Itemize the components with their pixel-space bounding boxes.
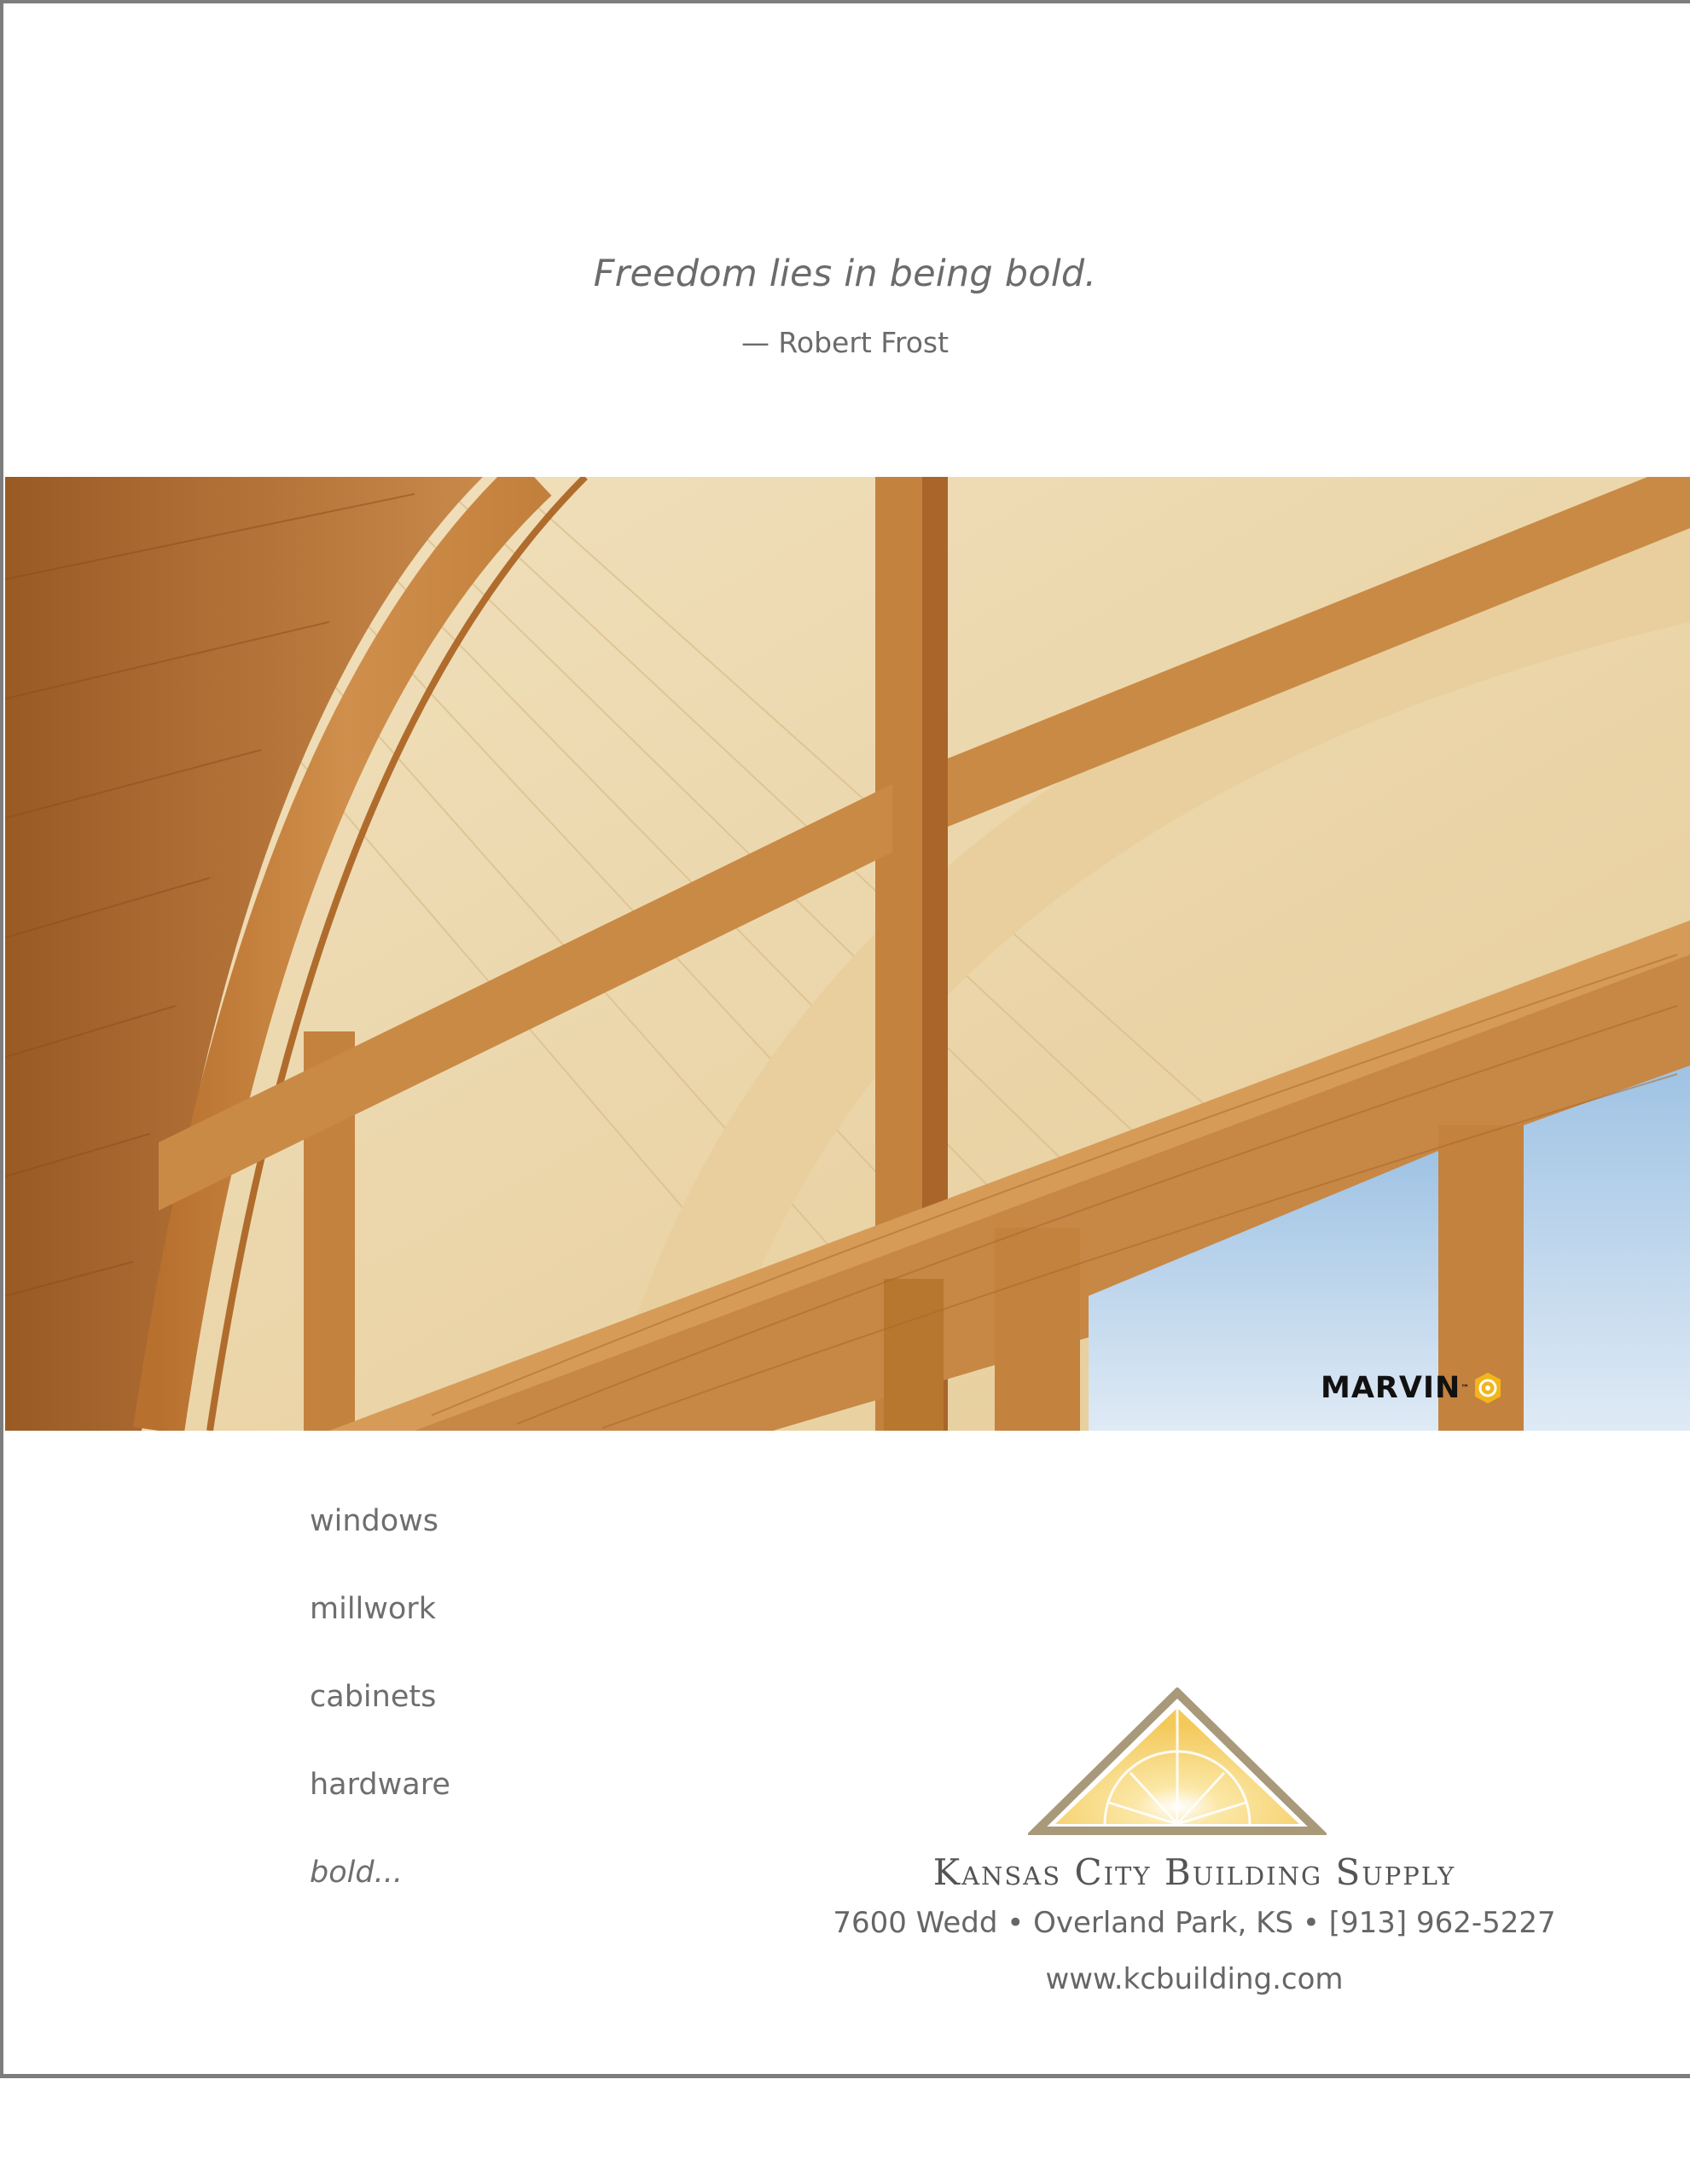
sunburst-triangle-logo-icon: [1028, 1687, 1327, 1837]
window-photo-illustration: [5, 477, 1690, 1431]
trademark-symbol: ™: [1461, 1383, 1470, 1393]
marvin-gear-logo-icon: [1471, 1371, 1505, 1405]
product-list: [310, 1500, 450, 1939]
quote-author: — Robert Frost: [740, 326, 950, 359]
product-item-cabinets: cabinets: [310, 1680, 437, 1714]
product-item-windows: windows: [310, 1504, 439, 1538]
company-name: Kansas City Building Supply: [932, 1851, 1456, 1893]
product-item-millwork: millwork: [310, 1592, 436, 1626]
marvin-brand-text: MARVIN: [1321, 1371, 1461, 1405]
marvin-brand: [1321, 1369, 1505, 1407]
product-item-bold: bold...: [310, 1856, 403, 1890]
product-item-hardware: hardware: [310, 1768, 450, 1802]
company-address: 7600 Wedd • Overland Park, KS • [913] 962-5227: [833, 1906, 1556, 1940]
hero-photo: [5, 477, 1690, 1431]
quote-text: Freedom lies in being bold.: [593, 253, 1097, 295]
company-website-link[interactable]: www.kcbuilding.com: [1045, 1962, 1344, 1996]
